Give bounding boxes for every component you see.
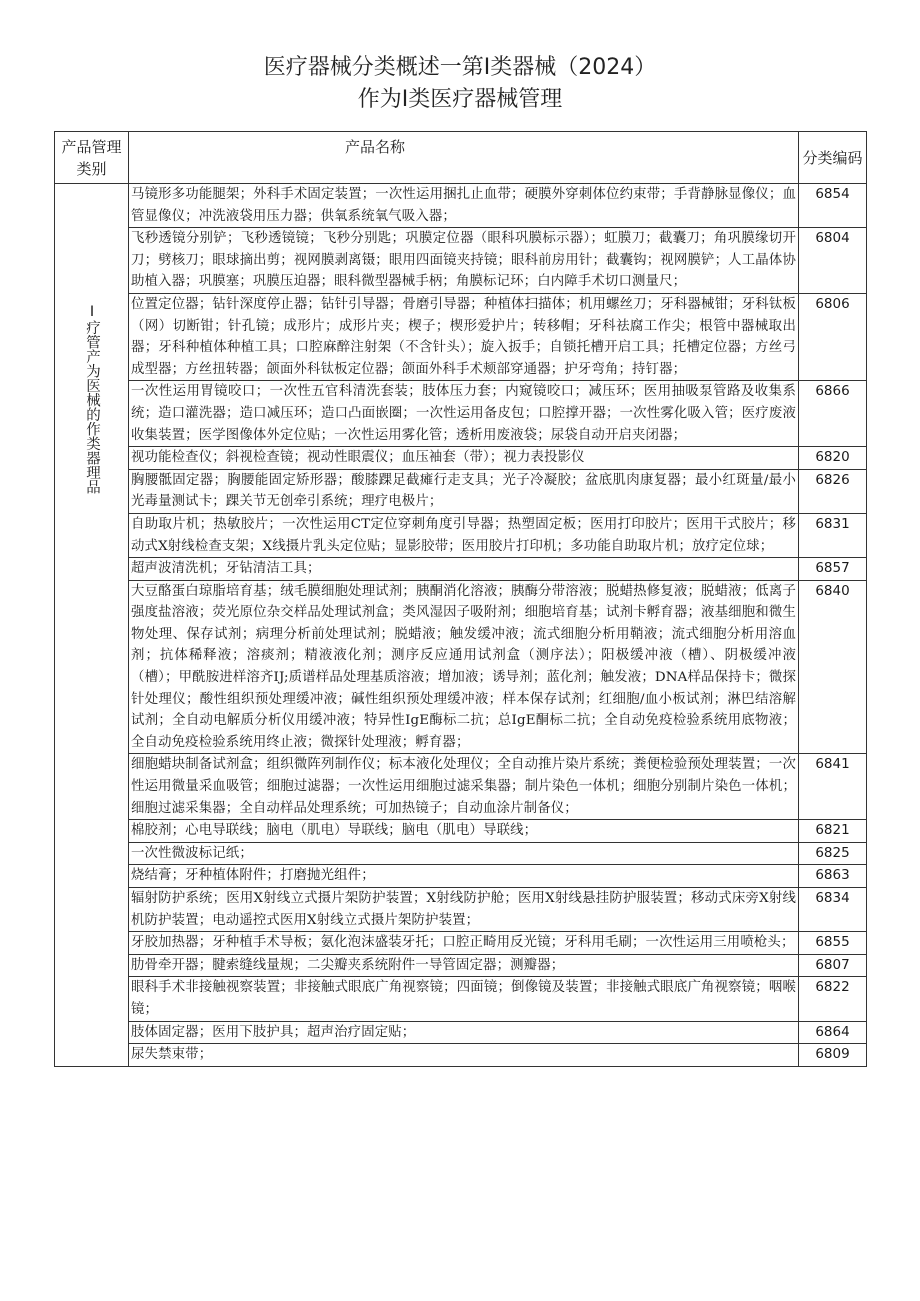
device-classification-table: [54, 131, 867, 1067]
table-row: [55, 888, 867, 932]
classification-code: 6809: [799, 1044, 867, 1067]
product-names: 自助取片机；热敏胶片；一次性运用CT定位穿刺角度引导器；热塑固定板；医用打印胶片；医用干式胶片；移动式X射线检查支架；X线摄片乳头定位贴；显影胶带；医用胶片打印机；多功能自助取片机；放疗定位球；: [129, 513, 799, 557]
classification-code: 6804: [799, 228, 867, 294]
classification-code: 6807: [799, 954, 867, 977]
table-row: [55, 293, 867, 380]
product-names: 马镜形多功能腿架；外科手术固定装置；一次性运用捆扎止血带；硬膜外穿刺体位约束带；手背静脉显像仪；血管显像仪；冲洗液袋用压力器；供氧系统氧气吸入器；: [129, 184, 799, 228]
table-row: [55, 754, 867, 820]
product-names: 超声波清洗机；牙钻清洁工具；: [129, 558, 799, 581]
product-names: 烧结膏；牙种植体附件；打磨抛光组件；: [129, 865, 799, 888]
classification-code: 6834: [799, 888, 867, 932]
classification-code: 6840: [799, 580, 867, 754]
classification-code: 6854: [799, 184, 867, 228]
classification-code: 6826: [799, 469, 867, 513]
table-row: [55, 977, 867, 1021]
table-row: [55, 932, 867, 955]
product-names: 肋骨牵开器；腱索缝线量规；二尖瓣夹系统附件一导管固定器；测瓣器；: [129, 954, 799, 977]
header-code: 分类编码: [799, 132, 867, 184]
classification-code: 6863: [799, 865, 867, 888]
product-names: 尿失禁束带；: [129, 1044, 799, 1067]
table-row: [55, 954, 867, 977]
classification-code: 6866: [799, 381, 867, 447]
table-row: [55, 558, 867, 581]
product-names: 位置定位器；钻针深度停止器；钻针引导器；骨磨引导器；种植体扫描体；机用螺丝刀；牙科器械钳；牙科钛板（网）切断钳；针孔镜；成形片；成形片夹；楔子；楔形爱护片；转移帽；牙科祛腐工作尖；根管中器械取出器；牙科种植体种植工具；口腔麻醉注射架（不含针头）；旋入扳手；自锁托槽开启工具；托槽定位器；方丝弓成型器；方丝扭转器；颌面外科钛板定位器；颌面外科手术颊部穿通器；护牙弯角；持钉器；: [129, 293, 799, 380]
category-label: Ⅰ疗管产为医械的作类器理品: [84, 304, 100, 494]
product-names: 细胞蜡块制备试剂盒；组织微阵列制作仪；标本液化处理仪；全自动推片染片系统；粪便检验预处理装置；一次性运用微量采血吸管；细胞过滤器；一次性运用细胞过滤采集器；制片染色一体机；细胞分别制片染色一体机；细胞过滤采集器；全自动样品处理系统；可加热镜子；自动血涂片制备仪；: [129, 754, 799, 820]
header-product-name: 产品名称: [129, 132, 799, 184]
table-row: [55, 580, 867, 754]
document-title: 医疗器械分类概述一第Ⅰ类器械（2024）: [263, 55, 657, 80]
product-names: 胸腰骶固定器；胸腰能固定矫形器；酸膝踝足截瘫行走支具；光子冷凝胶；盆底肌肉康复器；最小红斑量/最小光毒量测试卡；踝关节无创牵引系统；理疗电极片；: [129, 469, 799, 513]
product-names: 肢体固定器；医用下肢护具；超声治疗固定贴；: [129, 1021, 799, 1044]
category-cell: [55, 184, 129, 1067]
classification-code: 6825: [799, 842, 867, 865]
table-row: [55, 469, 867, 513]
table-row: [55, 1044, 867, 1067]
table-row: [55, 381, 867, 447]
classification-code: 6857: [799, 558, 867, 581]
table-row: [55, 184, 867, 228]
table-row: [55, 1021, 867, 1044]
product-names: 辐射防护系统；医用X射线立式摄片架防护装置；X射线防护舱；医用X射线悬挂防护服装置；移动式床旁X射线机防护装置；电动遥控式医用X射线立式摄片架防护装置；: [129, 888, 799, 932]
classification-code: 6822: [799, 977, 867, 1021]
classification-code: 6806: [799, 293, 867, 380]
classification-code: 6831: [799, 513, 867, 557]
product-names: 牙胶加热器；牙种植手术导板；氨化泡沫盛装牙托；口腔正畸用反光镜；牙科用毛刷；一次性运用三用喷枪头；: [129, 932, 799, 955]
classification-code: 6841: [799, 754, 867, 820]
table-row: [55, 228, 867, 294]
product-names: 视功能检查仪；斜视检查镜；视动性眼震仪；血压袖套（带）；视力表投影仪: [129, 447, 799, 470]
table-row: [55, 820, 867, 843]
classification-code: 6821: [799, 820, 867, 843]
product-names: 一次性运用胃镜咬口；一次性五官科清洗套装；肢体压力套；内窥镜咬口；减压环；医用抽吸泵管路及收集系统；造口灌洗器；造口减压环；造口凸面嵌圈；一次性运用备皮包；口腔撑开器；一次性雾化吸入管；医疗废液收集装置；医学图像体外定位贴；一次性运用雾化管；透析用废液袋；尿袋自动开启夹闭器；: [129, 381, 799, 447]
table-row: [55, 447, 867, 470]
product-names: 眼科手术非接触视察装置；非接触式眼底广角视察镜；四面镜；倒像镜及装置；非接触式眼底广角视察镜；咽喉镜；: [129, 977, 799, 1021]
classification-code: 6864: [799, 1021, 867, 1044]
header-category: 产品管理类别: [55, 132, 129, 184]
table-row: [55, 842, 867, 865]
classification-code: 6820: [799, 447, 867, 470]
table-row: [55, 513, 867, 557]
document-subtitle: 作为Ⅰ类医疗器械管理: [357, 87, 563, 112]
table-header-row: [55, 132, 867, 184]
product-names: 棉胶剂；心电导联线；脑电（肌电）导联线；脑电（肌电）导联线；: [129, 820, 799, 843]
table-row: [55, 865, 867, 888]
product-names: 飞秒透镜分别铲；飞秒透镜镜；飞秒分别匙；巩膜定位器（眼科巩膜标示器）；虹膜刀；截囊刀；角巩膜缘切开刀；劈核刀；眼球摘出剪；视网膜剥离镊；眼用四面镜夹持镜；眼科前房用针；截囊钩；视网膜铲；人工晶体协助植入器；巩膜塞；巩膜压迫器；眼科微型器械手柄；角膜标记环；白内障手术切口测量尺；: [129, 228, 799, 294]
product-names: 大豆酪蛋白琼脂培育基；绒毛膜细胞处理试剂；胰酮消化溶液；胰酶分带溶液；脱蜡热修复液；脱蜡液；低离子强度盐溶液；荧光原位杂交样品处理试剂盒；类风湿因子吸附剂；细胞培育基；试剂卡孵育器；液基细胞和微生物处理、保存试剂；病理分析前处理试剂；脱蜡液；触发缓冲液；流式细胞分析用鞘液；流式细胞分析用溶血剂；抗体稀释液；溶痰剂；精液液化剂；测序反应通用试剂盒（测序法）；阳极缓冲液（槽）、阴极缓冲液（槽）；甲酰胺进样溶齐IJ;质谱样品处理基质溶液；增加液；诱导剂；蓝化剂；触发液；DNA样品保持卡；微探针处理仪；酸性组织预处理缓冲液；碱性组织预处理缓冲液；样本保存试剂；红细胞/血小板试剂；淋巴结溶解试剂；全自动电解质分析仪用缓冲液；特异性IgE酶标二抗；总IgE酮标二抗；全自动免疫检验系统用底物液；全自动免疫检验系统用终止液；微探针处理液；孵育器；: [129, 580, 799, 754]
product-names: 一次性微波标记纸；: [129, 842, 799, 865]
classification-code: 6855: [799, 932, 867, 955]
